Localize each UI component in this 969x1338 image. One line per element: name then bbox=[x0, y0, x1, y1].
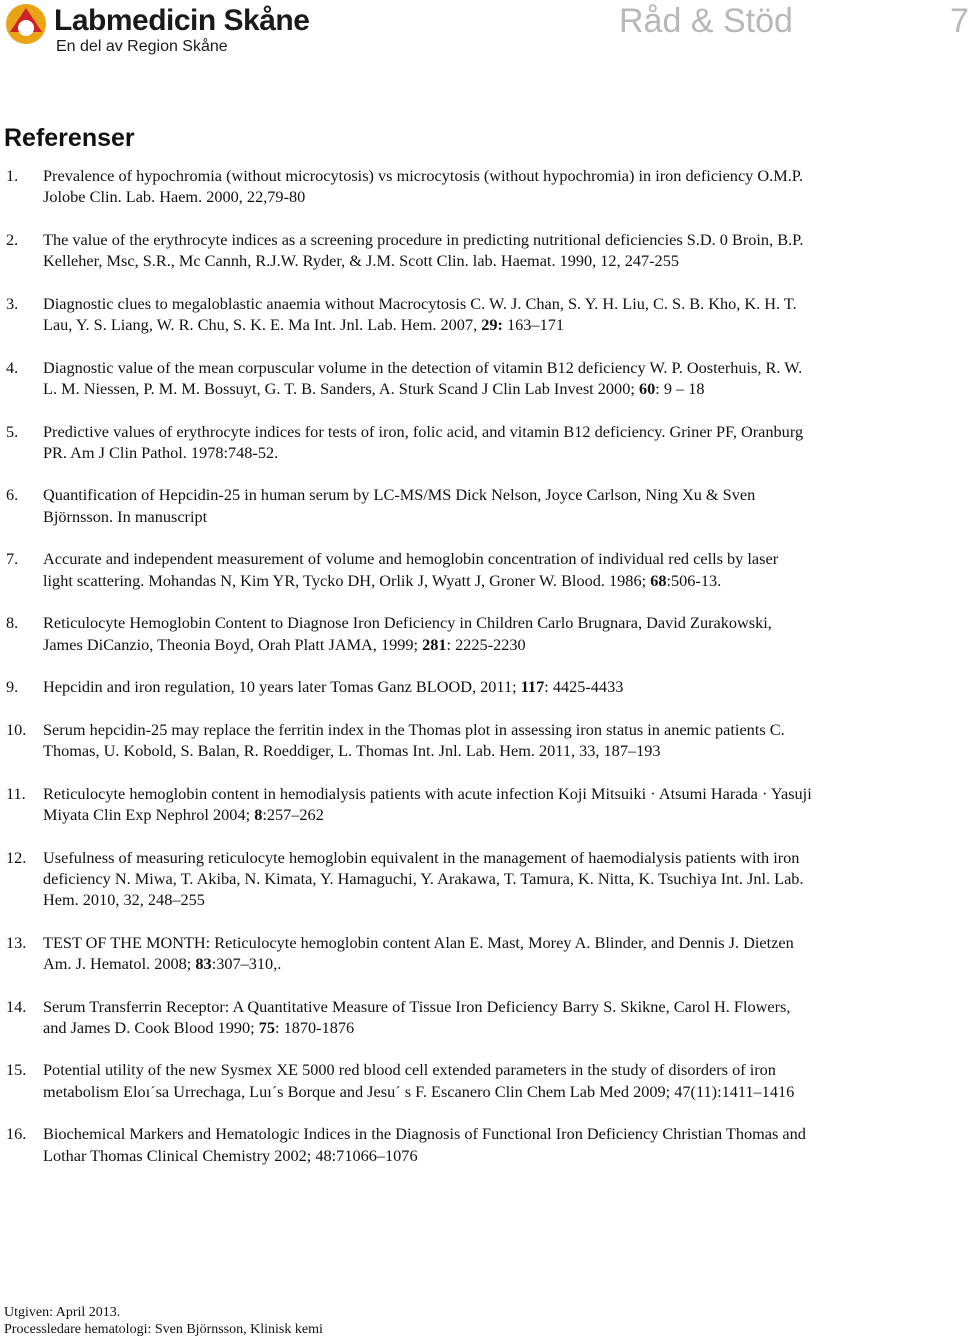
reference-volume: 83 bbox=[195, 953, 212, 973]
reference-volume: 117 bbox=[520, 677, 545, 697]
reference-item bbox=[4, 676, 812, 697]
reference-item bbox=[4, 229, 812, 272]
reference-text: Diagnostic value of the mean corpuscular volume in the detection of vitamin B12 deficiency W. P. Oosterhuis, R. W. L. M. Niessen, P. M. M. Bossuyt, G. T. B. Sanders, A. Sturk Scand J Clin Lab Invest 2000; bbox=[43, 357, 803, 398]
reference-text: Usefulness of measuring reticulocyte hemoglobin equivalent in the management of haemodialysis patients with iron deficiency N. Miwa, T. Akiba, N. Kimata, Y. Hamaguchi, Y. Arakawa, T. Tamura, K. Nitta, K. Tsuchiya Int. Jnl. Lab. Hem. 2010, 32, 248–255 bbox=[43, 847, 804, 910]
reference-text: Hepcidin and iron regulation, 10 years later Tomas Ganz BLOOD, 2011; bbox=[43, 677, 521, 697]
reference-text: Serum Transferrin Receptor: A Quantitative Measure of Tissue Iron Deficiency Barry S. Skikne, Carol H. Flowers, and James D. Cook Blood 1990; bbox=[43, 996, 791, 1037]
reference-number: 1. bbox=[6, 166, 19, 185]
reference-volume: 8 bbox=[254, 804, 263, 824]
reference-text: Serum hepcidin-25 may replace the ferritin index in the Thomas plot in assessing iron status in anemic patients C. Thomas, U. Kobold, S. Balan, R. Roeddiger, L. Thomas Int. Jnl. Lab. Hem. 2011, 33, 187–193 bbox=[43, 719, 785, 761]
reference-pages: 163–171 bbox=[502, 315, 564, 335]
page-number: 7 bbox=[950, 2, 969, 40]
reference-item bbox=[4, 719, 812, 762]
logo-subtitle: En del av Region Skåne bbox=[56, 38, 228, 55]
footer bbox=[4, 1304, 323, 1338]
reference-pages: : 9 – 18 bbox=[655, 378, 705, 398]
reference-volume: 75 bbox=[258, 1017, 275, 1037]
reference-text: The value of the erythrocyte indices as a screening procedure in predicting nutritional deficiencies S.D. 0 Broin, B.P. Kelleher, Msc, S.R., Mc Cannh, R.J.W. Ryder, & J.M. Scott Clin. lab. Haemat. 1990, 12, 247-255 bbox=[43, 229, 804, 271]
reference-text: TEST OF THE MONTH: Reticulocyte hemoglobin content Alan E. Mast, Morey A. Blinder, and Dennis J. Dietzen Am. J. Hematol. 2008; bbox=[43, 932, 794, 973]
reference-number: 14. bbox=[6, 996, 27, 1016]
reference-number: 12. bbox=[6, 847, 27, 867]
reference-pages: : 1870-1876 bbox=[275, 1017, 355, 1037]
reference-number: 10. bbox=[6, 719, 27, 739]
reference-item bbox=[4, 165, 812, 208]
reference-number: 2. bbox=[6, 229, 19, 249]
footer-process-lead: Processledare hematologi: Sven Björnsson, Klinisk kemi bbox=[4, 1322, 323, 1337]
reference-item bbox=[4, 996, 812, 1039]
reference-pages: :307–310,. bbox=[211, 953, 282, 973]
reference-volume: 281 bbox=[422, 634, 447, 654]
reference-item bbox=[4, 484, 812, 527]
reference-item bbox=[4, 783, 812, 826]
reference-text: Reticulocyte hemoglobin content in hemodialysis patients with acute infection Koji Mitsuiki · Atsumi Harada · Yasuji Miyata Clin Exp Nephrol 2004; bbox=[43, 783, 812, 824]
reference-pages: :506-13. bbox=[666, 570, 722, 590]
reference-volume: 68 bbox=[650, 570, 667, 590]
reference-number: 8. bbox=[6, 613, 19, 633]
reference-item bbox=[4, 293, 812, 336]
labmedicin-logo-icon bbox=[4, 2, 48, 46]
reference-text: Biochemical Markers and Hematologic Indices in the Diagnosis of Functional Iron Deficiency Christian Thomas and Lothar Thomas Clinical Chemistry 2002; 48:71066–1076 bbox=[43, 1124, 806, 1165]
reference-item bbox=[4, 1123, 812, 1166]
labmedicin-logo bbox=[4, 2, 334, 60]
reference-number: 9. bbox=[6, 677, 19, 697]
reference-pages: :257–262 bbox=[262, 804, 324, 824]
reference-item bbox=[4, 932, 812, 975]
logo-title: Labmedicin Skåne bbox=[54, 4, 310, 37]
reference-number: 5. bbox=[6, 421, 19, 441]
reference-text: Predictive values of erythrocyte indices for tests of iron, folic acid, and vitamin B12 deficiency. Griner PF, Oranburg PR. Am J Clin Pathol. 1978:748-52. bbox=[43, 421, 804, 462]
reference-item bbox=[4, 1059, 812, 1102]
reference-pages: : 4425-4433 bbox=[544, 677, 624, 697]
reference-text: Accurate and independent measurement of volume and hemoglobin concentration of individual red cells by laser light scattering. Mohandas N, Kim YR, Tycko DH, Orlik J, Wyatt J, Groner W. Blood. 1986; bbox=[43, 549, 779, 590]
page-title: Referenser bbox=[4, 124, 135, 152]
reference-number: 11. bbox=[6, 783, 26, 803]
reference-volume: 60 bbox=[638, 378, 656, 398]
reference-text: Potential utility of the new Sysmex XE 5000 red blood cell extended parameters in the study of disorders of iron metabolism Eloı´sa Urrechaga, Luı´s Borque and Jesu´ s F. Escanero Clin Chem Lab Med 2009; 47(11):1411–1416 bbox=[43, 1060, 795, 1101]
reference-number: 13. bbox=[6, 932, 27, 952]
reference-number: 3. bbox=[6, 293, 19, 313]
reference-number: 7. bbox=[6, 549, 19, 569]
reference-number: 4. bbox=[6, 357, 19, 377]
reference-text: Reticulocyte Hemoglobin Content to Diagnose Iron Deficiency in Children Carlo Brugnara, David Zurakowski, James DiCanzio, Theonia Boyd, Orah Platt JAMA, 1999; bbox=[43, 613, 772, 654]
reference-list bbox=[4, 165, 812, 1187]
reference-pages: : 2225-2230 bbox=[446, 634, 526, 654]
reference-item bbox=[4, 612, 812, 655]
reference-text: Prevalence of hypochromia (without microcytosis) vs microcytosis (without hypochromia) in iron deficiency O.M.P. Jolobe Clin. Lab. Haem. 2000, 22,79-80 bbox=[43, 166, 804, 207]
reference-number: 15. bbox=[6, 1060, 27, 1080]
reference-number: 16. bbox=[6, 1124, 27, 1144]
reference-volume: 29: bbox=[481, 315, 503, 335]
reference-item bbox=[4, 548, 812, 591]
reference-item bbox=[4, 421, 812, 464]
reference-item bbox=[4, 847, 812, 911]
section-title: Råd & Stöd bbox=[619, 2, 793, 40]
footer-published: Utgiven: April 2013. bbox=[4, 1305, 121, 1320]
reference-number: 6. bbox=[6, 485, 19, 505]
reference-text: Diagnostic clues to megaloblastic anaemia without Macrocytosis C. W. J. Chan, S. Y. H. Liu, C. S. B. Kho, K. H. T. Lau, Y. S. Liang, W. R. Chu, S. K. E. Ma Int. Jnl. Lab. Hem. 2007, bbox=[43, 293, 797, 335]
reference-item bbox=[4, 357, 812, 400]
reference-text: Quantification of Hepcidin-25 in human serum by LC-MS/MS Dick Nelson, Joyce Carlson, Ning Xu & Sven Björnsson. In manuscript bbox=[43, 485, 756, 526]
